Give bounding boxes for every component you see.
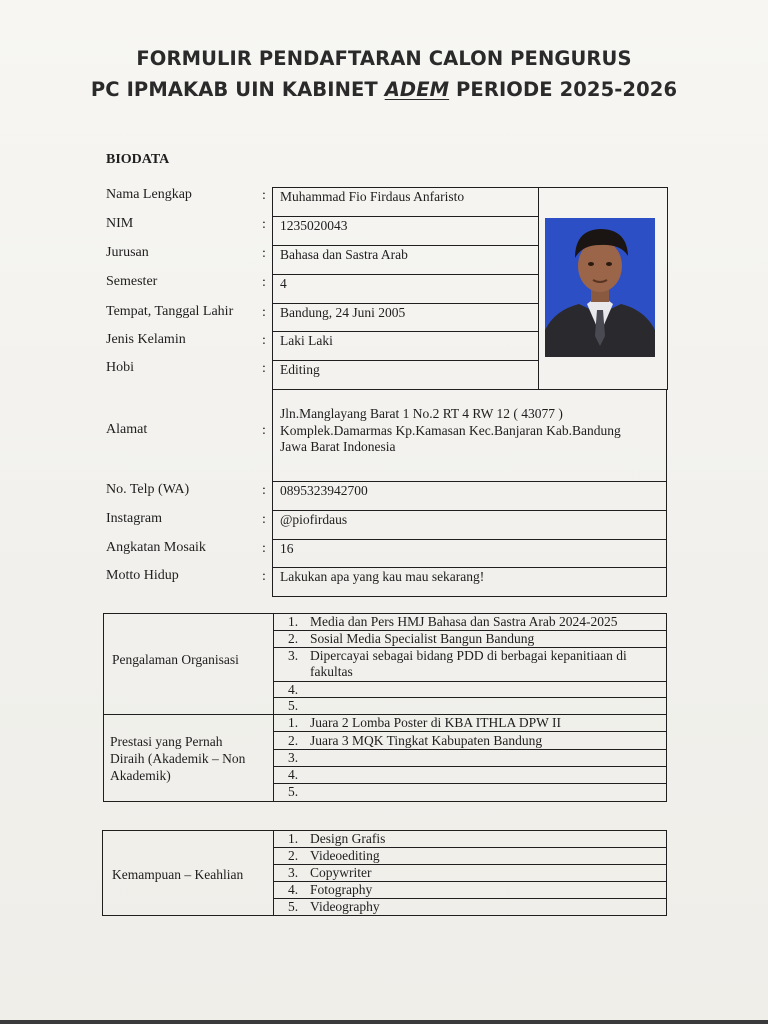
colon: : xyxy=(262,333,266,348)
grid-line xyxy=(272,274,538,275)
value-jurusan: Bahasa dan Sastra Arab xyxy=(280,247,408,262)
label-kemampuan-keahlian: Kemampuan – Keahlian xyxy=(112,867,244,882)
list-item: Copywriter xyxy=(310,865,372,880)
list-number: 1. xyxy=(288,614,299,629)
colon: : xyxy=(262,512,266,527)
list-number: 4. xyxy=(288,682,299,697)
list-item: Design Grafis xyxy=(310,831,386,846)
grid-line xyxy=(273,731,667,732)
list-number: 2. xyxy=(288,631,299,646)
colon: : xyxy=(262,246,266,261)
colon: : xyxy=(262,541,266,556)
grid-line xyxy=(273,749,667,750)
colon: : xyxy=(262,188,266,203)
list-number: 5. xyxy=(288,698,299,713)
label-motto-hidup: Motto Hidup xyxy=(106,568,179,583)
grid-line xyxy=(272,187,539,188)
grid-line xyxy=(273,783,667,784)
value-semester: 4 xyxy=(280,276,287,291)
grid-line xyxy=(272,510,667,511)
profile-photo xyxy=(545,218,655,357)
colon: : xyxy=(262,217,266,232)
label-prestasi-line1: Prestasi yang Pernah xyxy=(110,734,223,749)
list-item: Juara 3 MQK Tingkat Kabupaten Bandung xyxy=(310,733,543,748)
grid-line xyxy=(272,596,667,597)
label-angkatan-mosaik: Angkatan Mosaik xyxy=(106,540,206,555)
colon: : xyxy=(262,305,266,320)
grid-line xyxy=(666,389,667,596)
value-alamat-line2: Komplek.Damarmas Kp.Kamasan Kec.Banjaran Kab.Bandung xyxy=(280,423,621,438)
colon: : xyxy=(262,275,266,290)
grid-line xyxy=(272,539,667,540)
label-nama-lengkap: Nama Lengkap xyxy=(106,187,192,202)
title-line2-suffix: PERIODE 2025-2026 xyxy=(456,78,678,101)
grid-line xyxy=(272,331,538,332)
list-item: Juara 2 Lomba Poster di KBA ITHLA DPW II xyxy=(310,715,561,730)
list-item: fakultas xyxy=(310,664,353,679)
value-tempat-tanggal-lahir: Bandung, 24 Juni 2005 xyxy=(280,305,406,320)
form-title-line2 xyxy=(0,78,768,101)
list-number: 3. xyxy=(288,750,299,765)
grid-line xyxy=(272,360,538,361)
form-title-line1: FORMULIR PENDAFTARAN CALON PENGURUS xyxy=(136,47,632,70)
grid-line xyxy=(273,830,274,916)
label-prestasi-line3: Akademik) xyxy=(110,768,171,783)
value-nim: 1235020043 xyxy=(280,218,348,233)
grid-line xyxy=(272,567,667,568)
list-item: Fotography xyxy=(310,882,373,897)
label-tempat-tanggal-lahir: Tempat, Tanggal Lahir xyxy=(106,304,234,319)
list-item: Sosial Media Specialist Bangun Bandung xyxy=(310,631,535,646)
title-line2-prefix: PC IPMAKAB UIN KABINET xyxy=(90,78,378,101)
grid-line xyxy=(272,187,273,596)
colon: : xyxy=(262,483,266,498)
label-jurusan: Jurusan xyxy=(106,245,149,260)
value-alamat-line1: Jln.Manglayang Barat 1 No.2 RT 4 RW 12 ( 43077 ) xyxy=(280,406,563,421)
label-nim: NIM xyxy=(106,216,134,231)
grid-line xyxy=(272,245,538,246)
paper-bottom-edge xyxy=(0,1020,768,1024)
list-item: Videography xyxy=(310,899,380,914)
grid-line xyxy=(272,303,538,304)
grid-line xyxy=(273,613,274,802)
value-alamat-line3: Jawa Barat Indonesia xyxy=(280,439,396,454)
list-item: Dipercayai sebagai bidang PDD di berbagai kepanitiaan di xyxy=(310,648,627,663)
label-no-telp: No. Telp (WA) xyxy=(106,482,190,497)
label-prestasi-line2: Diraih (Akademik – Non xyxy=(110,751,246,766)
list-number: 4. xyxy=(288,767,299,782)
value-motto-hidup: Lakukan apa yang kau mau sekarang! xyxy=(280,569,485,584)
section-heading-biodata: BIODATA xyxy=(106,152,170,167)
person-portrait-icon xyxy=(545,218,655,357)
value-jenis-kelamin: Laki Laki xyxy=(280,333,333,348)
grid-line xyxy=(272,216,538,217)
list-number: 2. xyxy=(288,733,299,748)
list-number: 5. xyxy=(288,784,299,799)
list-number: 1. xyxy=(288,715,299,730)
value-hobi: Editing xyxy=(280,362,320,377)
label-pengalaman-organisasi: Pengalaman Organisasi xyxy=(112,652,239,667)
colon: : xyxy=(262,361,266,376)
list-number: 3. xyxy=(288,648,299,663)
colon: : xyxy=(262,569,266,584)
label-instagram: Instagram xyxy=(106,511,162,526)
grid-line xyxy=(272,481,667,482)
list-number: 5. xyxy=(288,899,299,914)
list-item: Media dan Pers HMJ Bahasa dan Sastra Arab 2024-2025 xyxy=(310,614,618,629)
grid-line xyxy=(273,681,667,682)
list-item: Videoediting xyxy=(310,848,380,863)
grid-line xyxy=(273,766,667,767)
label-jenis-kelamin: Jenis Kelamin xyxy=(106,332,186,347)
value-instagram: @piofirdaus xyxy=(280,512,348,527)
value-angkatan-mosaik: 16 xyxy=(280,541,294,556)
list-number: 2. xyxy=(288,848,299,863)
list-number: 3. xyxy=(288,865,299,880)
value-nama-lengkap: Muhammad Fio Firdaus Anfaristo xyxy=(280,189,465,204)
value-no-telp: 0895323942700 xyxy=(280,483,368,498)
colon: : xyxy=(262,423,266,438)
label-alamat: Alamat xyxy=(106,422,148,437)
grid-line xyxy=(273,697,667,698)
label-hobi: Hobi xyxy=(106,360,134,375)
list-number: 1. xyxy=(288,831,299,846)
cabinet-name: ADEM xyxy=(384,78,450,101)
label-semester: Semester xyxy=(106,274,158,289)
list-number: 4. xyxy=(288,882,299,897)
